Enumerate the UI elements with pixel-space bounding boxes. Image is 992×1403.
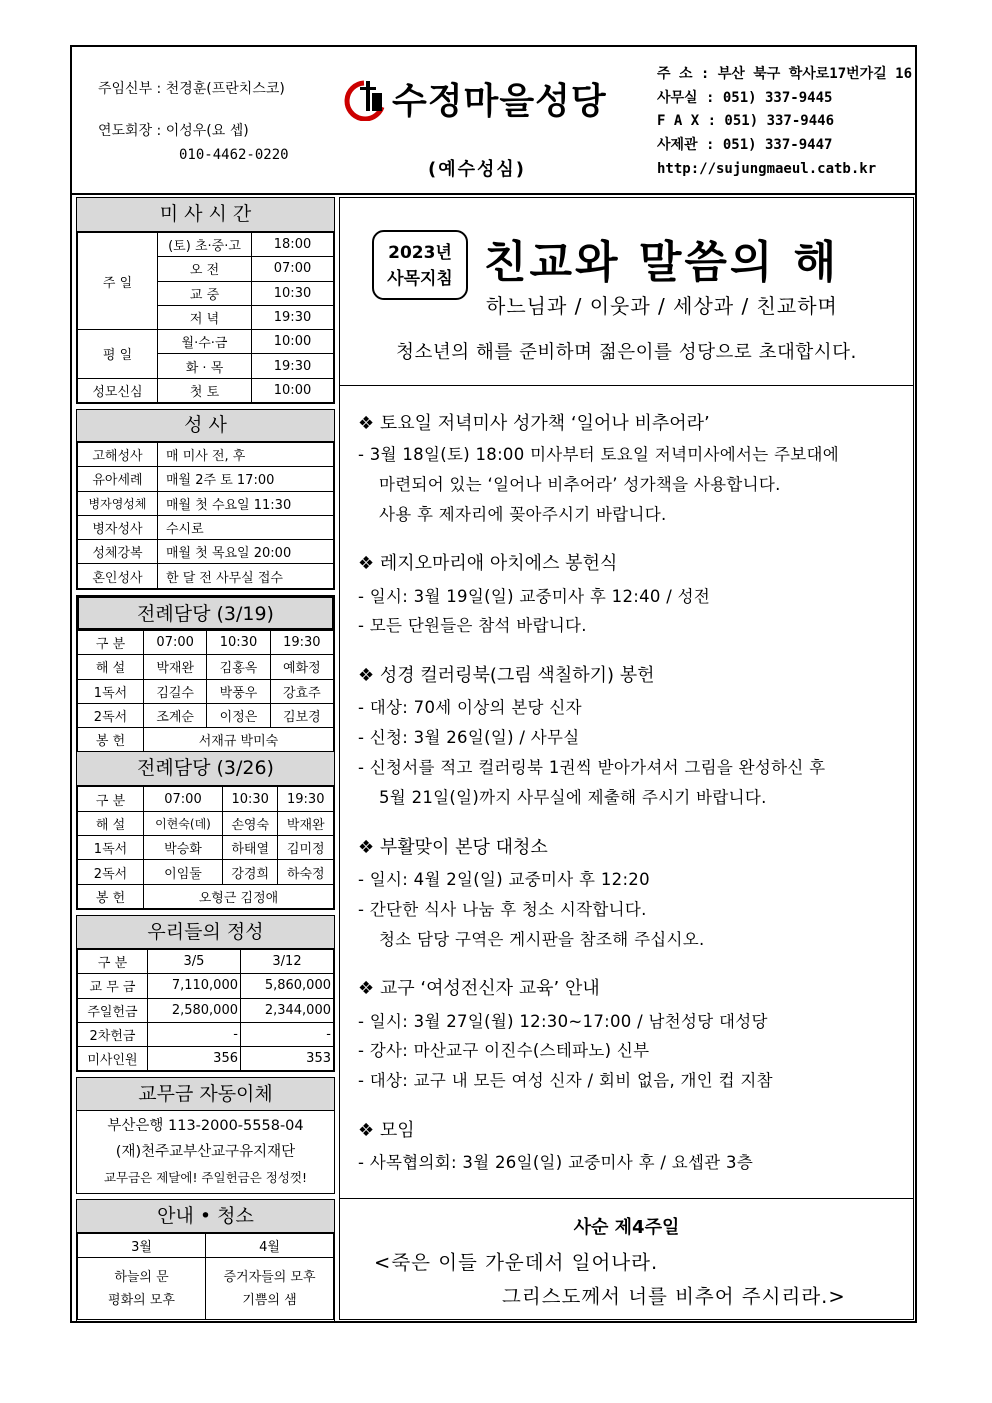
guide-title: 안내 • 청소 xyxy=(77,1200,334,1233)
notice-title: ❖ 부활맞이 본당 대청소 xyxy=(358,837,548,858)
notice-title: ❖ 모임 xyxy=(358,1120,415,1141)
mass-name: 저 녁 xyxy=(158,305,252,329)
table-row: 2차헌금 - - xyxy=(78,1022,334,1046)
church-logo-icon xyxy=(344,77,388,121)
sunday-week: 사순 제4주일 xyxy=(573,1217,680,1238)
liturgy2-title: 전례담당 (3/26) xyxy=(77,752,334,786)
table-row xyxy=(78,233,334,257)
mass-name: 오 전 xyxy=(158,257,252,281)
banner-slogan: 친교와 말씀의 해 xyxy=(484,237,840,288)
table-row: 봉 헌 오형근 김정애 xyxy=(78,884,334,908)
sacraments-box xyxy=(76,409,335,590)
offering-box xyxy=(76,915,335,1072)
transfer-box xyxy=(76,1077,335,1194)
sacrament-value: 수시로 xyxy=(158,515,334,539)
notice-line: - 일시: 3월 19일(일) 교중미사 후 12:40 / 성전 xyxy=(358,587,711,606)
liturgy-box xyxy=(76,595,335,910)
table-row xyxy=(78,540,334,564)
banner-sub: 하느님과 / 이웃과 / 세상과 / 친교하며 xyxy=(486,294,838,318)
liturgy1-title: 전례담당 (3/19) xyxy=(77,596,334,630)
table-row: 2독서 조계순 이정은 김보경 xyxy=(78,703,334,727)
notice-title: ❖ 성경 컬러링북(그림 색칠하기) 봉헌 xyxy=(358,665,655,686)
offering-table xyxy=(77,949,334,1071)
notice-line: 사용 후 제자리에 꽂아주시기 바랍니다. xyxy=(379,505,667,524)
bulletin-header xyxy=(72,47,915,195)
mass-time: 19:30 xyxy=(252,305,334,329)
mass-name: 교 중 xyxy=(158,281,252,305)
notice-title: ❖ 레지오마리애 아치에스 봉헌식 xyxy=(358,553,618,574)
liturgy1-table xyxy=(77,630,334,752)
pastor-name: 주임신부 : 천경훈(프란치스코) xyxy=(98,81,285,97)
notice-line: 청소 담당 구역은 게시판을 참조해 주십시오. xyxy=(379,930,705,949)
sacrament-value: 매 미사 전, 후 xyxy=(158,443,334,467)
mass-times-title: 미 사 시 간 xyxy=(77,198,334,232)
mass-times-box xyxy=(76,197,335,404)
table-row: 주일헌금 2,580,000 2,344,000 xyxy=(78,998,334,1022)
notice-line: - 모든 단원들은 참석 바랍니다. xyxy=(358,616,587,635)
notice-line: - 일시: 4월 2일(일) 교중미사 후 12:20 xyxy=(358,870,650,889)
transfer-title: 교무금 자동이체 xyxy=(77,1078,334,1111)
office-phone: 사무실 : 051) 337-9445 xyxy=(657,90,833,106)
table-row xyxy=(78,467,334,491)
sacraments-title: 성 사 xyxy=(77,410,334,442)
table-row xyxy=(78,330,334,354)
table-row xyxy=(78,515,334,539)
guide-box xyxy=(76,1199,335,1322)
sacrament-value: 매월 2주 토 17:00 xyxy=(158,467,334,491)
sacrament-name: 병자영성체 xyxy=(78,491,158,515)
notice-title: ❖ 토요일 저녁미사 성가책 ‘일어나 비추어라’ xyxy=(358,413,710,434)
notice-line: - 3월 18일(토) 18:00 미사부터 토요일 저녁미사에서는 주보대에 xyxy=(358,445,840,464)
table-row: 해 설 박재완 김홍옥 예화정 xyxy=(78,655,334,679)
mass-name: (토) 초·중·고 xyxy=(158,233,252,257)
mass-time: 10:30 xyxy=(252,281,334,305)
table-row: 구 분 07:00 10:30 19:30 xyxy=(78,631,334,655)
table-row xyxy=(78,564,334,588)
table-row: 1독서 박승화 하태열 김미정 xyxy=(78,836,334,860)
mass-time: 10:00 xyxy=(252,330,334,354)
weekday-label: 평 일 xyxy=(78,330,158,379)
mass-name: 화 · 목 xyxy=(158,354,252,378)
notice-title: ❖ 교구 ‘여성전신자 교육’ 안내 xyxy=(358,978,600,999)
banner-guideline: 사목지침 xyxy=(387,269,453,289)
offering-names: 오형근 김정애 xyxy=(144,884,334,908)
sunday-footer xyxy=(340,1198,913,1319)
foundation-name: (재)천주교부산교구유지재단 xyxy=(115,1144,296,1160)
chair-phone: 010-4462-0220 xyxy=(179,147,289,163)
verse-line: 그리스도께서 너를 비추어 주시리라.> xyxy=(502,1285,846,1308)
sacrament-value: 한 달 전 사무실 접수 xyxy=(158,564,334,588)
table-row: 구 분 3/5 3/12 xyxy=(78,950,334,974)
table-row xyxy=(78,491,334,515)
notice-line: 마련되어 있는 ‘일어나 비추어라’ 성가책을 사용합니다. xyxy=(379,475,781,494)
rectory-phone: 사제관 : 051) 337-9447 xyxy=(657,137,833,153)
church-subtitle: (예수성심) xyxy=(428,159,527,180)
table-row xyxy=(78,378,334,402)
table-row: 하늘의 문 평화의 모후 증거자들의 모후 기쁨의 샘 xyxy=(78,1258,334,1320)
table-row: 구 분 07:00 10:30 19:30 xyxy=(78,787,334,811)
mass-name: 첫 토 xyxy=(158,378,252,402)
liturgy2-table xyxy=(77,786,334,908)
offering-title: 우리들의 정성 xyxy=(77,916,334,949)
offering-names: 서재규 박미숙 xyxy=(144,728,334,752)
banner-year: 2023년 xyxy=(388,243,452,263)
church-address: 주 소 : 부산 북구 학사로17번가길 16 xyxy=(657,66,913,82)
verse-line: <죽은 이들 가운데서 일어나라. xyxy=(374,1251,659,1274)
website-link[interactable]: http://sujungmaeul.catb.kr xyxy=(657,161,877,177)
marian-label: 성모신심 xyxy=(78,378,158,402)
notice-line: - 강사: 마산교구 이진수(스테파노) 신부 xyxy=(358,1041,650,1060)
fax-number: F A X : 051) 337-9446 xyxy=(657,113,835,129)
notice-line: - 사목협의회: 3월 26일(일) 교중미사 후 / 요셉관 3층 xyxy=(358,1153,754,1172)
banner-invite: 청소년의 해를 준비하며 젊은이를 성당으로 초대합시다. xyxy=(396,342,857,363)
mass-times-table xyxy=(77,232,334,403)
main-panel xyxy=(339,197,914,1320)
sacrament-name: 병자성사 xyxy=(78,515,158,539)
table-row: 미사인원 356 353 xyxy=(78,1047,334,1071)
guideline-badge xyxy=(372,230,468,300)
table-row: 1독서 김길수 박풍우 강효주 xyxy=(78,679,334,703)
transfer-note: 교무금은 제달에! 주일헌금은 정성껏! xyxy=(103,1170,308,1185)
notice-line: - 간단한 식사 나눔 후 청소 시작합니다. xyxy=(358,900,647,919)
mass-time: 18:00 xyxy=(252,233,334,257)
notice-line: - 대상: 70세 이상의 본당 신자 xyxy=(358,698,582,717)
table-row: 봉 헌 서재규 박미숙 xyxy=(78,728,334,752)
table-row: 교 무 금 7,110,000 5,860,000 xyxy=(78,974,334,998)
church-name: 수정마을성당 xyxy=(392,81,607,122)
notice-line: - 일시: 3월 27일(월) 12:30~17:00 / 남천성당 대성당 xyxy=(358,1012,768,1031)
guide-table xyxy=(77,1233,334,1320)
sacrament-value: 매월 첫 수요일 11:30 xyxy=(158,491,334,515)
mass-time: 07:00 xyxy=(252,257,334,281)
mass-time: 10:00 xyxy=(252,378,334,402)
sacrament-name: 성체강복 xyxy=(78,540,158,564)
table-row: 2독서 이임둘 강경희 하숙정 xyxy=(78,860,334,884)
notice-line: - 대상: 교구 내 모든 여성 신자 / 회비 없음, 개인 컵 지참 xyxy=(358,1071,773,1090)
sacrament-value: 매월 첫 목요일 20:00 xyxy=(158,540,334,564)
notice-line: - 신청: 3월 26일(일) / 사무실 xyxy=(358,728,580,747)
banner xyxy=(340,198,913,386)
notice-line: - 신청서를 적고 컬러링북 1권씩 받아가셔서 그림을 완성하신 후 xyxy=(358,758,826,777)
table-row: 3월 4월 xyxy=(78,1234,334,1258)
mass-name: 월·수·금 xyxy=(158,330,252,354)
notice-line: 5월 21일(일)까지 사무실에 제출해 주시기 바랍니다. xyxy=(379,788,767,807)
sacraments-table xyxy=(77,442,334,589)
bulletin-page xyxy=(70,45,917,1323)
sacrament-name: 혼인성사 xyxy=(78,564,158,588)
table-row xyxy=(78,443,334,467)
chair-name: 연도회장 : 이성우(요 셉) xyxy=(98,123,249,139)
sunday-label: 주 일 xyxy=(78,233,158,330)
sacrament-name: 고해성사 xyxy=(78,443,158,467)
table-row: 해 설 이현숙(데) 손영숙 박재완 xyxy=(78,811,334,835)
mass-time: 19:30 xyxy=(252,354,334,378)
sacrament-name: 유아세례 xyxy=(78,467,158,491)
bank-account: 부산은행 113-2000-5558-04 xyxy=(107,1118,304,1134)
